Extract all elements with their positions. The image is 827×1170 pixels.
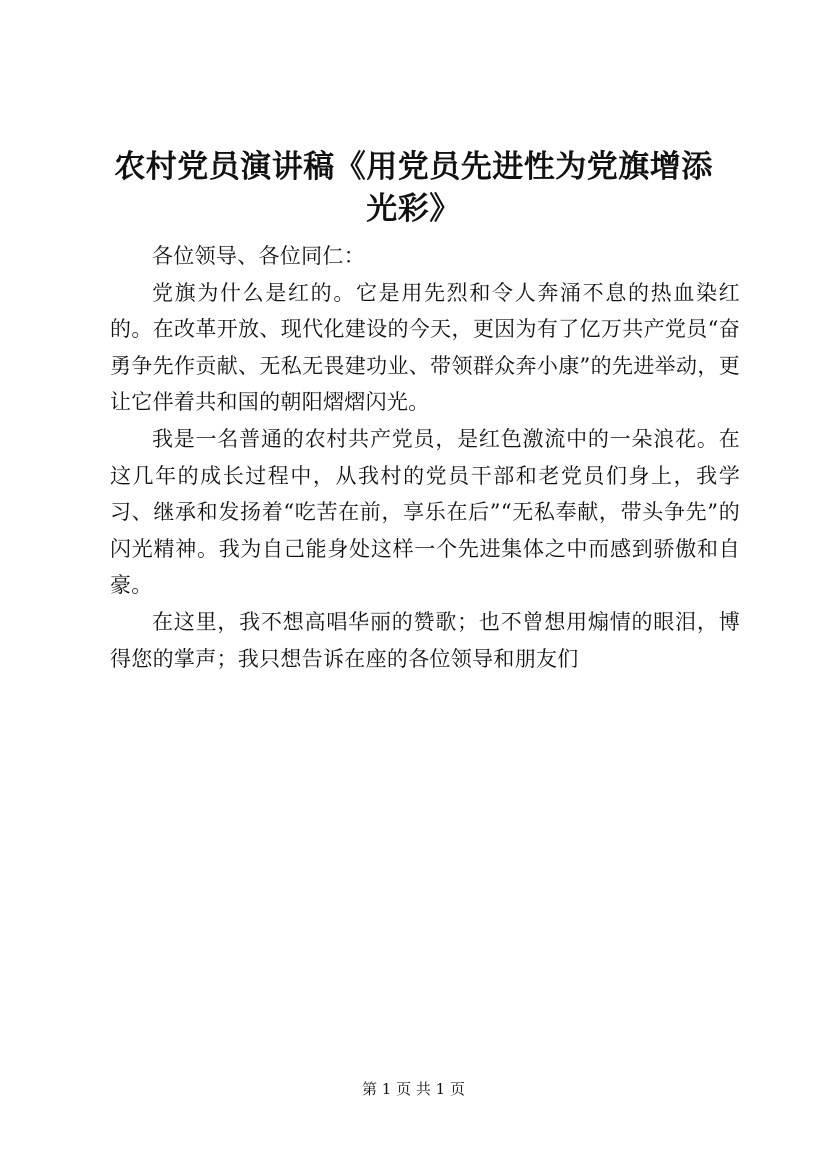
salutation-paragraph: 各位领导、各位同仁： [152, 244, 365, 268]
document-title: 农村党员演讲稿《用党员先进性为党旗增添光彩》 [114, 149, 713, 227]
body-paragraph-2: 我是一名普通的农村共产党员，是红色激流中的一朵浪花。在这几年的成长过程中，从我村的党员干部和老党员们身上，我学习、继承和发扬着“吃苦在前，享乐在后”“无私奉献，带头争先”的闪光精神。我为自己能身处这样一个先进集体之中而感到骄傲和自豪。 [110, 426, 740, 598]
document-body [110, 238, 740, 677]
body-paragraph-3: 在这里，我不想高唱华丽的赞歌；也不曾想用煽情的眼泪，博得您的掌声；我只想告诉在座的各位领导和朋友们 [110, 609, 740, 671]
body-paragraph-1: 党旗为什么是红的。它是用先烈和令人奔涌不息的热血染红的。在改革开放、现代化建设的今天，更因为有了亿万共产党员“奋勇争先作贡献、无私无畏建功业、带领群众奔小康”的先进举动，更让它伴着共和国的朝阳熠熠闪光。 [110, 280, 740, 415]
page-footer: 第 1 页 共 1 页 [362, 1080, 465, 1098]
